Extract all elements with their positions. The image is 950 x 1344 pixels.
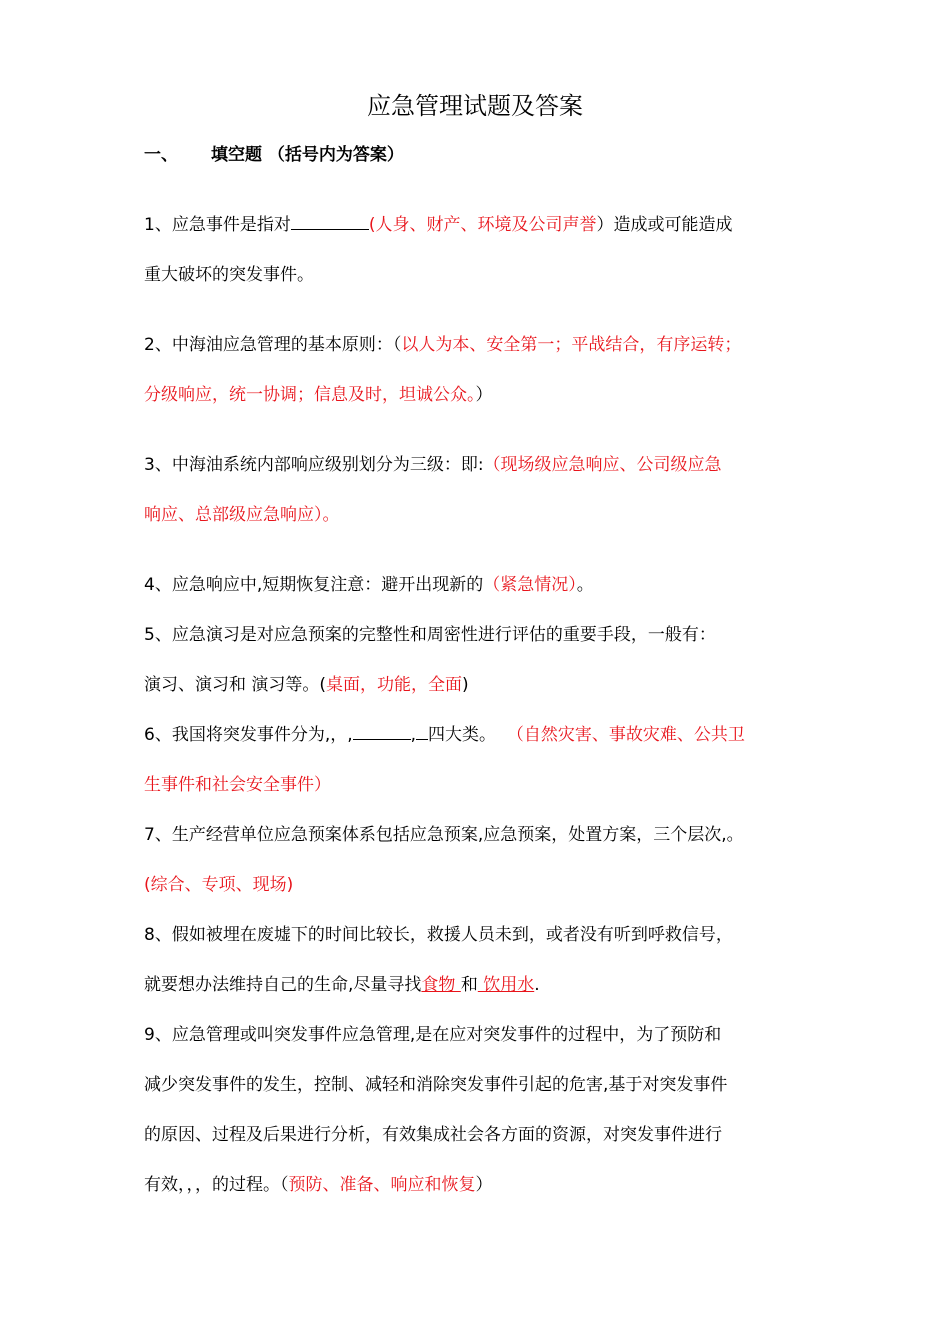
question-3 bbox=[144, 440, 814, 540]
comma: , bbox=[410, 725, 417, 745]
question-7-answer: (综合、专项、现场) bbox=[144, 875, 294, 895]
section-heading bbox=[144, 142, 404, 168]
section-number: 一、 bbox=[144, 145, 178, 165]
question-3-text: 3、中海油系统内部响应级别划分为三级：即: bbox=[144, 455, 484, 475]
question-4-text-end: 。 bbox=[576, 575, 594, 595]
question-2-line-1 bbox=[144, 320, 814, 370]
question-9-line-1: 9、应急管理或叫突发事件应急管理,是在应对突发事件的过程中，为了预防和 bbox=[144, 1025, 722, 1045]
question-4 bbox=[144, 560, 814, 610]
question-7-line-1: 7、生产经营单位应急预案体系包括应急预案,应急预案，处置方案，三个层次,。 bbox=[144, 825, 744, 845]
answer-blank bbox=[416, 725, 428, 740]
question-1-line-2: 重大破坏的突发事件。 bbox=[144, 265, 314, 285]
answer-blank bbox=[353, 725, 411, 740]
page-title: 应急管理试题及答案 bbox=[367, 92, 583, 120]
question-9-answer: 预防、准备、响应和恢复 bbox=[288, 1175, 476, 1195]
question-5-line-1: 5、应急演习是对应急预案的完整性和周密性进行评估的重要手段，一般有： bbox=[144, 625, 716, 645]
question-6 bbox=[144, 710, 814, 810]
question-1-line-1 bbox=[144, 200, 814, 250]
question-8-answer-food: 食物 bbox=[421, 975, 461, 995]
question-6-answer-part-2: 生事件和社会安全事件） bbox=[144, 775, 331, 795]
question-6-text-end: 四大类。 bbox=[428, 725, 497, 745]
question-3-answer-part-1: （现场级应急响应、公司级应急 bbox=[483, 455, 722, 475]
question-2 bbox=[144, 320, 814, 420]
question-6-answer-part-1: （自然灾害、事故灾难、公共卫 bbox=[506, 725, 745, 745]
question-2-text: 2、中海油应急管理的基本原则： bbox=[144, 335, 393, 355]
section-title: 填空题 （括号内为答案） bbox=[211, 145, 404, 165]
question-8-text-end: . bbox=[534, 975, 540, 995]
question-9-line-2: 减少突发事件的发生，控制、减轻和消除突发事件引起的危害,基于对突发事件 bbox=[144, 1075, 728, 1095]
question-9-line-3: 的原因、过程及后果进行分析，有效集成社会各方面的资源，对突发事件进行 bbox=[144, 1125, 722, 1145]
question-3-answer-part-2: 响应、总部级应急响应）。 bbox=[144, 505, 340, 525]
question-1-text: 1、应急事件是指对 bbox=[144, 215, 291, 235]
question-1-text-end: ）造成或可能造成 bbox=[596, 215, 733, 235]
paren-close: ） bbox=[475, 1175, 493, 1195]
question-6-line-1 bbox=[144, 710, 814, 760]
question-4-text: 4、应急响应中,短期恢复注意：避开出现新的 bbox=[144, 575, 484, 595]
question-5-text: 演习、演习和 演习等。( bbox=[144, 675, 327, 695]
question-8 bbox=[144, 910, 814, 1010]
question-9-text: 有效，，，的过程。（ bbox=[144, 1175, 289, 1195]
question-8-line-2 bbox=[144, 960, 814, 1010]
question-6-text: 6、我国将突发事件分为,，, bbox=[144, 725, 353, 745]
paren-open: ( bbox=[368, 215, 376, 235]
question-2-line-2 bbox=[144, 370, 814, 420]
answer-blank bbox=[291, 215, 369, 230]
question-3-line-1 bbox=[144, 440, 814, 490]
question-8-conjunction: 和 bbox=[460, 975, 478, 995]
question-9 bbox=[144, 1010, 814, 1210]
paren-close: ) bbox=[462, 675, 469, 695]
question-4-line-1 bbox=[144, 560, 814, 610]
question-8-line-1: 8、假如被埋在废墟下的时间比较长，救援人员未到，或者没有听到呼救信号， bbox=[144, 925, 733, 945]
question-5-line-2 bbox=[144, 660, 814, 710]
question-2-answer-part-2: 分级响应，统一协调；信息及时，坦诚公众。 bbox=[144, 385, 476, 405]
question-5-answer: 桌面，功能，全面 bbox=[326, 675, 463, 695]
question-1-answer: 人身、财产、环境及公司声誉 bbox=[375, 215, 597, 235]
question-8-answer-water: 饮用水 bbox=[477, 975, 535, 995]
question-5 bbox=[144, 610, 814, 710]
paren-close: ） bbox=[475, 385, 493, 405]
question-4-answer: （紧急情况） bbox=[483, 575, 577, 595]
question-1 bbox=[144, 200, 814, 300]
question-2-answer-part-1: 以人为本、安全第一；平战结合，有序运转； bbox=[401, 335, 742, 355]
question-8-text: 就要想办法维持自己的生命,尽量寻找 bbox=[144, 975, 422, 995]
paren-open: （ bbox=[392, 335, 402, 355]
question-7 bbox=[144, 810, 814, 910]
question-9-line-4 bbox=[144, 1160, 814, 1210]
